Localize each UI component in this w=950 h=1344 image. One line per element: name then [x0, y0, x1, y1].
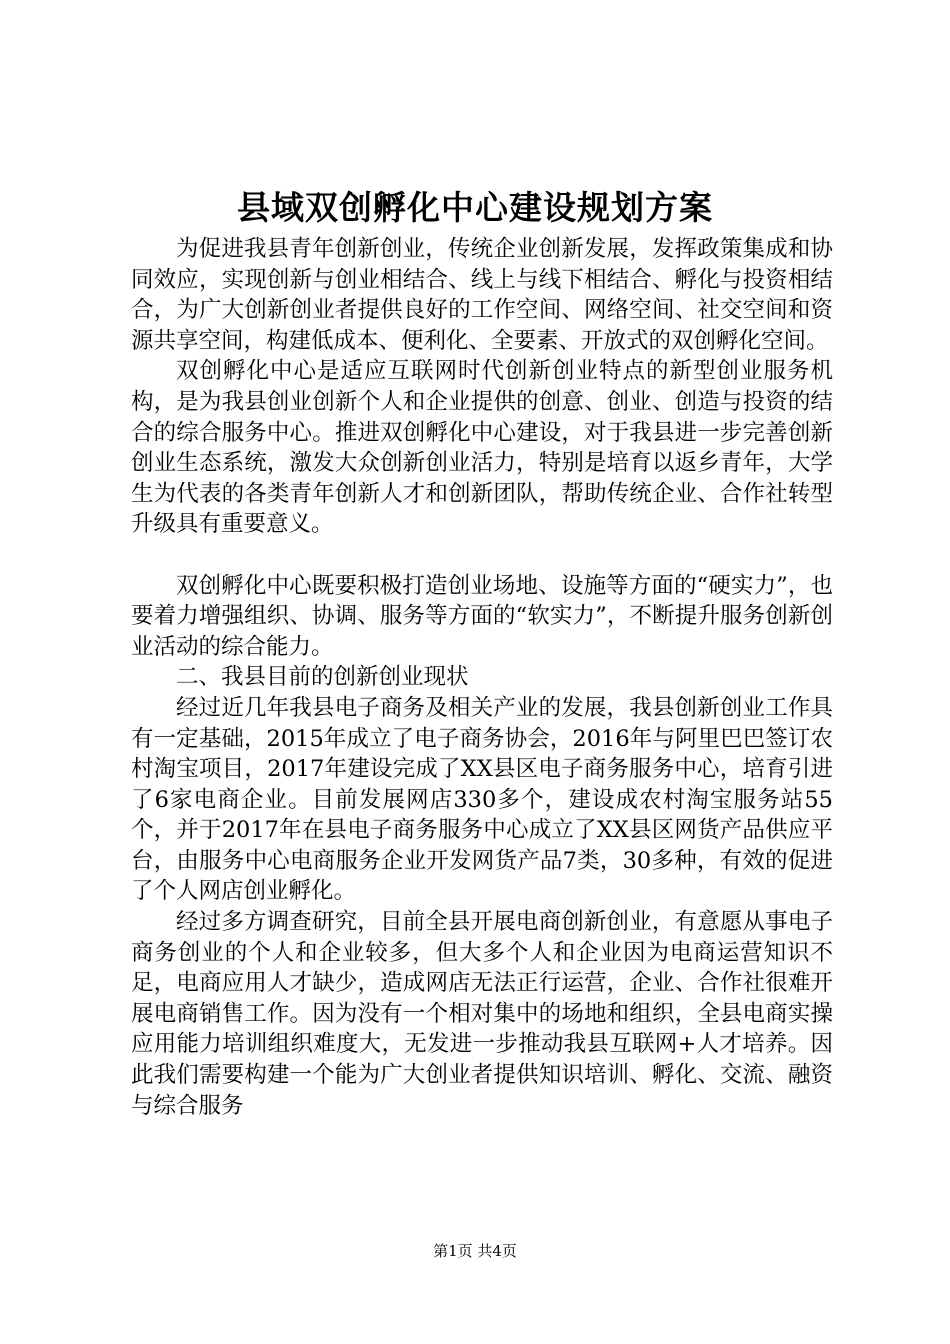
section-heading-current-status: 二、我县目前的创新创业现状 — [176, 664, 469, 691]
paragraph-gap — [131, 540, 833, 571]
paragraph-ecommerce-history: 经过近几年我县电子商务及相关产业的发展，我县创新创业工作具有一定基础，2015年成立了电子商务协会，2016年与阿里巴巴签订农村淘宝项目，2017年建设完成了XX县区电子商务服务中心，培育引进了6家电商企业。目前发展网店330多个，建设成农村淘宝服务站55个，并于2017年在县电子商务服务中心成立了XX县区网货产品供应平台，由服务中心电商服务企业开发网货产品7类，30多种，有效的促进了个人网店创业孵化。 — [131, 694, 833, 905]
document-title: 县域双创孵化中心建设规划方案 — [237, 188, 713, 227]
paragraph-survey-findings: 经过多方调查研究，目前全县开展电商创新创业，有意愿从事电子商务创业的个人和企业较多，但大多个人和企业因为电商运营知识不足，电商应用人才缺少，造成网店无法正行运营，企业、合作社很难开展电商销售工作。因为没有一个相对集中的场地和组织，全县电商实操应用能力培训组织难度大，无发进一步推动我县互联网+人才培养。因此我们需要构建一个能为广大创业者提供知识培训、孵化、交流、融资与综合服务 — [131, 909, 833, 1119]
paragraph-hard-soft-power: 双创孵化中心既要积极打造创业场地、设施等方面的“硬实力”，也要着力增强组织、协调、服务等方面的“软实力”，不断提升服务创新创业活动的综合能力。 — [131, 572, 833, 660]
paragraph-intro: 为促进我县青年创新创业，传统企业创新发展，发挥政策集成和协同效应，实现创新与创业相结合、线上与线下相结合、孵化与投资相结合，为广大创新创业者提供良好的工作空间、网络空间、社交空间和资源共享空间，构建低成本、便利化、全要素、开放式的双创孵化空间。 — [131, 236, 833, 354]
document-body — [131, 234, 833, 1121]
paragraph-center-definition: 双创孵化中心是适应互联网时代创新创业特点的新型创业服务机构，是为我县创业创新个人和企业提供的创意、创业、创造与投资的结合的综合服务中心。推进双创孵化中心建设，对于我县进一步完善创新创业生态系统，激发大众创新创业活力，特别是培育以返乡青年，大学生为代表的各类青年创新人才和创新团队，帮助传统企业、合作社转型升级具有重要意义。 — [131, 358, 833, 538]
page-number: 第1页 共4页 — [433, 1242, 517, 1260]
